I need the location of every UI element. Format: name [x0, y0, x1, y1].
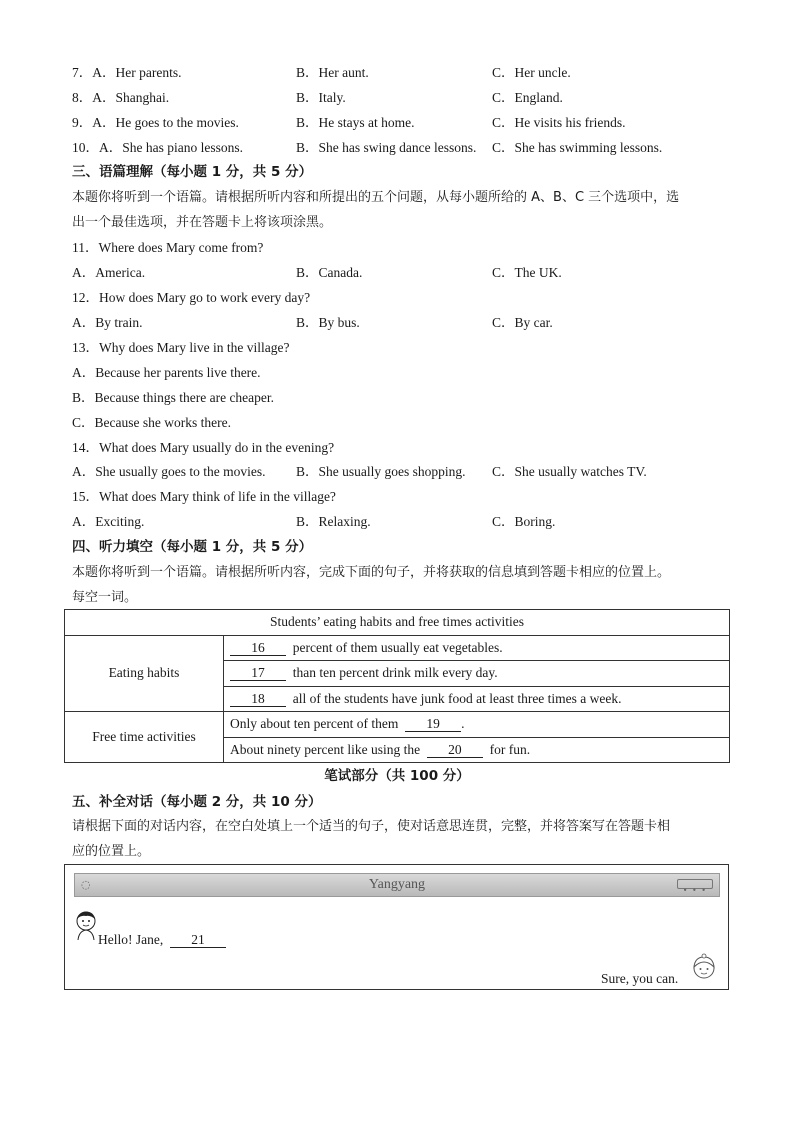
q13-question: 13．Why does Mary live in the village?: [72, 340, 290, 355]
q13-option-c: C．Because she works there.: [72, 415, 231, 430]
blank-17: 17: [230, 666, 286, 681]
section3-heading: 三、语篇理解（每小题 1 分，共 5 分）: [72, 164, 313, 180]
q9-option-b: B．He stays at home.: [296, 115, 415, 130]
section4-heading: 四、听力填空（每小题 1 分，共 5 分）: [72, 539, 313, 555]
q8-option-c: C．England.: [492, 90, 563, 105]
q7-option-c: C．Her uncle.: [492, 65, 571, 80]
row-17-text: than ten percent drink milk every day.: [292, 665, 498, 681]
table-row-16: [224, 635, 730, 661]
table-row-17: [224, 661, 730, 687]
chat-title-bar: [74, 873, 720, 897]
q12-option-c: C．By car.: [492, 315, 553, 330]
q15-option-a: A．Exciting.: [72, 514, 145, 529]
chat-window: [64, 864, 729, 990]
q7-option-b: B．Her aunt.: [296, 65, 369, 80]
q11-option-a: A．America.: [72, 265, 146, 280]
q13-option-b: B．Because things there are cheaper.: [72, 390, 275, 405]
blank-19: 19: [405, 717, 461, 732]
section5-heading: 五、补全对话（每小题 2 分，共 10 分）: [72, 794, 322, 810]
row-19-pre: Only about ten percent of them: [230, 716, 399, 732]
boy-avatar-icon: [72, 909, 100, 941]
table-row-19: [224, 712, 730, 738]
q8-option-a: 8．A．Shanghai.: [72, 90, 170, 105]
section5-instruction-2: 应的位置上。: [72, 844, 151, 859]
eating-habits-label: Eating habits: [65, 635, 224, 712]
row-16-text: percent of them usually eat vegetables.: [292, 639, 503, 655]
blank-20: 20: [427, 743, 483, 758]
q15-option-c: C．Boring.: [492, 514, 556, 529]
q13-option-a: A．Because her parents live there.: [72, 365, 261, 380]
q14-option-c: C．She usually watches TV.: [492, 464, 647, 479]
q8-option-b: B．Italy.: [296, 90, 346, 105]
row-20-pre: About ninety percent like using the: [230, 741, 421, 757]
q11-option-c: C．The UK.: [492, 265, 562, 280]
row-19-post: .: [461, 716, 465, 732]
section3-instruction-1: 本题你将听到一个语篇。请根据所听内容和所提出的五个问题，从每小题所给的 A、B、C 三个选项中，选: [72, 190, 680, 205]
q11-question: 11．Where does Mary come from?: [72, 240, 264, 255]
q12-question: 12．How does Mary go to work every day?: [72, 290, 311, 305]
q14-option-a: A．She usually goes to the movies.: [72, 464, 266, 479]
q14-question: 14．What does Mary usually do in the evening?: [72, 440, 335, 455]
q12-option-b: B．By bus.: [296, 315, 360, 330]
section5-instruction-1: 请根据下面的对话内容，在空白处填上一个适当的句子，使对话意思连贯，完整，并将答案写在答题卡相: [72, 819, 671, 834]
q9-option-a: 9．A．He goes to the movies.: [72, 115, 239, 130]
q12-option-a: A．By train.: [72, 315, 143, 330]
blank-21: 21: [170, 933, 226, 948]
more-dots-icon: • • •: [682, 886, 707, 895]
q10-option-a: 10．A．She has piano lessons.: [72, 140, 243, 155]
message-1: [98, 932, 226, 948]
free-time-label: Free time activities: [65, 712, 224, 763]
table-row-18: [224, 686, 730, 712]
blank-16: 16: [230, 641, 286, 656]
q9-option-c: C．He visits his friends.: [492, 115, 626, 130]
message-1-text: Hello! Jane,: [98, 932, 164, 947]
q7-option-a: 7．A．Her parents.: [72, 65, 182, 80]
back-icon: ◌: [81, 878, 91, 891]
habits-table: [64, 609, 730, 763]
q10-option-c: C．She has swimming lessons.: [492, 140, 663, 155]
table-row-20: [224, 737, 730, 763]
written-part-heading: 笔试部分（共 100 分）: [324, 768, 470, 784]
message-2: Sure, you can.: [601, 971, 679, 986]
row-20-post: for fun.: [489, 741, 531, 757]
table-title: Students’ eating habits and free times activities: [65, 610, 730, 636]
q15-option-b: B．Relaxing.: [296, 514, 371, 529]
row-18-text: all of the students have junk food at least three times a week.: [292, 690, 622, 706]
section4-instruction-1: 本题你将听到一个语篇。请根据所听内容，完成下面的句子，并将获取的信息填到答题卡相应的位置上。: [72, 565, 671, 580]
blank-18: 18: [230, 692, 286, 707]
section4-instruction-2: 每空一词。: [72, 590, 138, 605]
chat-title: Yangyang: [368, 877, 426, 892]
section3-instruction-2: 出一个最佳选项，并在答题卡上将该项涂黑。: [72, 215, 333, 230]
q15-question: 15．What does Mary think of life in the village?: [72, 489, 336, 504]
girl-avatar-icon: [689, 953, 719, 985]
q10-option-b: B．She has swing dance lessons.: [296, 140, 477, 155]
q14-option-b: B．She usually goes shopping.: [296, 464, 466, 479]
q11-option-b: B．Canada.: [296, 265, 363, 280]
